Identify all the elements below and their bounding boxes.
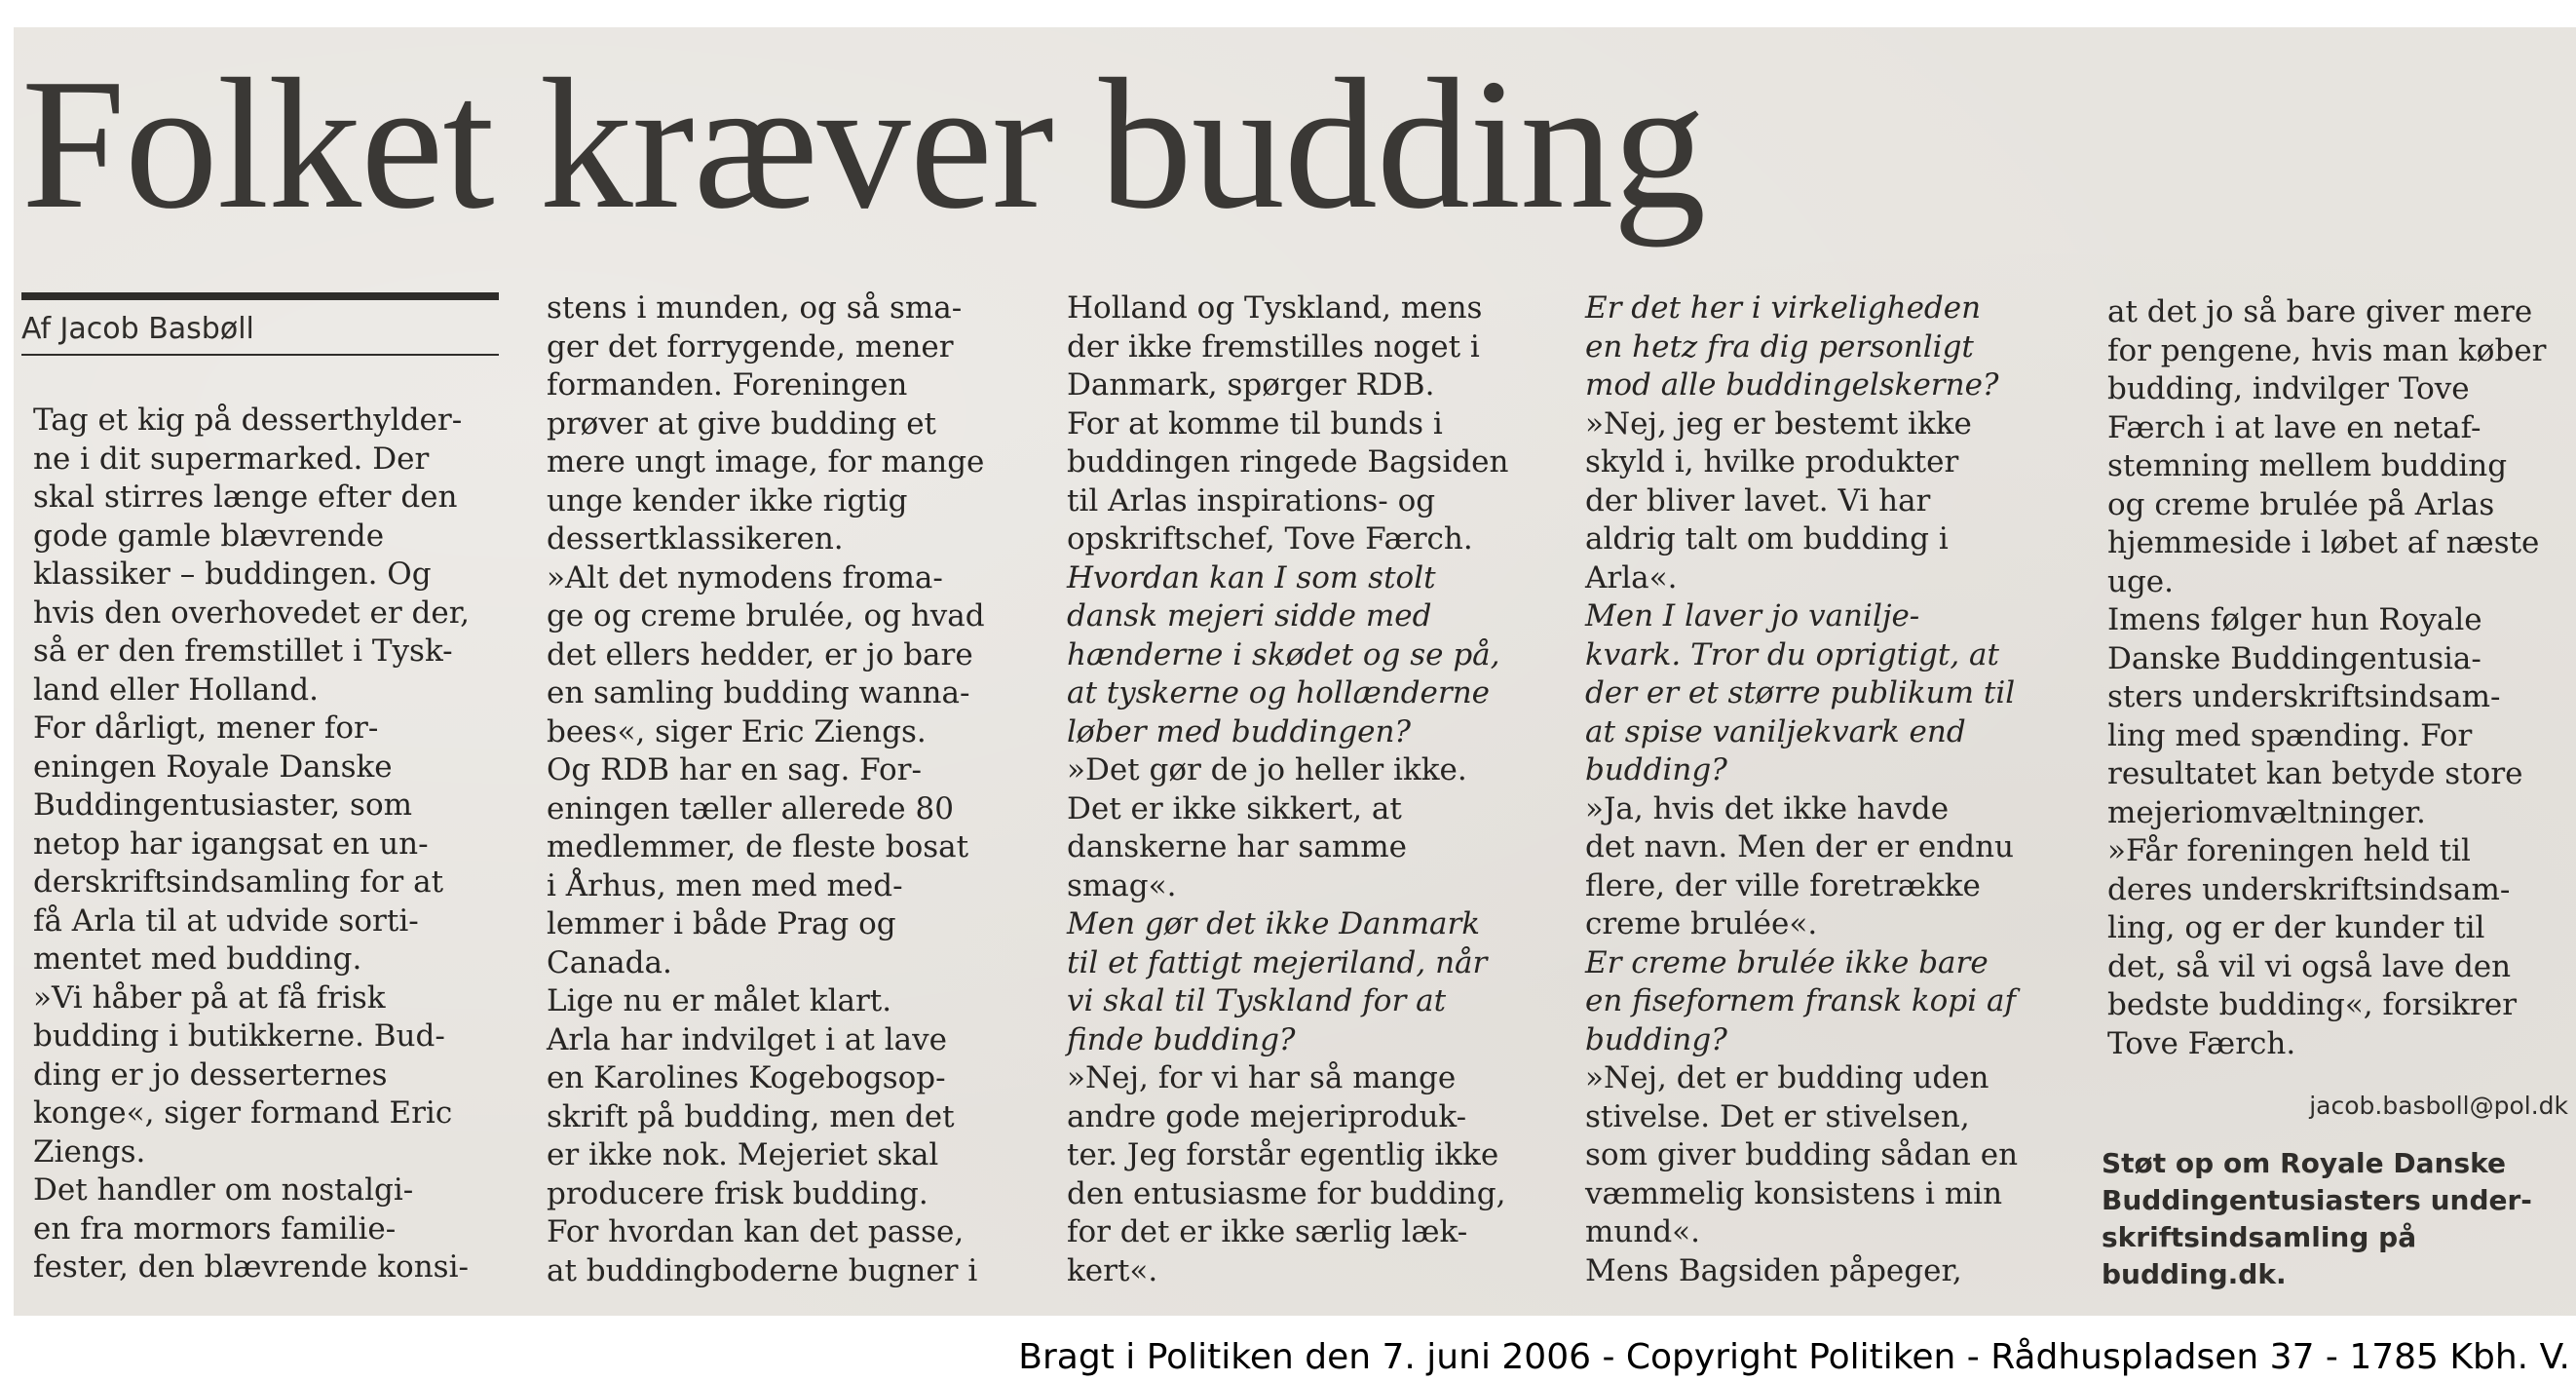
article-column-3 (1067, 289, 1508, 1290)
byline-block (21, 292, 499, 356)
article-line: konge«, siger formand Eric (33, 1095, 453, 1131)
article-line: det ellers hedder, er jo bare (547, 636, 973, 672)
article-line: til Arlas inspirations- og (1067, 482, 1436, 518)
article-line: stemning mellem budding (2107, 448, 2508, 483)
article-column-4 (1585, 289, 2018, 1290)
cta-line: budding.dk. (2102, 1258, 2287, 1290)
article-line: budding? (1585, 752, 1727, 787)
article-line: Er creme brulée ikke bare (1585, 944, 1989, 980)
article-line: klassiker – buddingen. Og (33, 556, 432, 592)
article-line: Er det her i virkeligheden (1585, 290, 1982, 326)
byline-rule-bottom (21, 354, 499, 356)
article-line: Færch i at lave en netaf- (2107, 409, 2481, 445)
article-line: gode gamle blævrende (33, 518, 385, 554)
article-line: ger det forrygende, mener (547, 328, 954, 364)
article-line: Men gør det ikke Danmark (1067, 906, 1481, 941)
article-line: budding, indvilger Tove (2107, 371, 2470, 406)
article-line: mejeriomvæltninger. (2107, 794, 2426, 830)
article-line: opskriftschef, Tove Færch. (1067, 521, 1473, 556)
article-line: derskriftsindsamling for at (33, 864, 444, 900)
article-line: så er den fremstillet i Tysk- (33, 633, 453, 669)
article-line: det navn. Men der er endnu (1585, 829, 2015, 864)
article-line: ling, og er der kunder til (2107, 910, 2485, 945)
article-line: til et fattigt mejeriland, når (1067, 944, 1488, 980)
article-line: Canada. (547, 944, 672, 980)
article-line: for det er ikke særlig læk- (1067, 1214, 1468, 1249)
article-line: Holland og Tyskland, mens (1067, 290, 1483, 326)
article-line: Imens følger hun Royale (2107, 602, 2482, 637)
article-line: stivelse. Det er stivelsen, (1585, 1098, 1970, 1134)
article-line: andre gode mejeriproduk- (1067, 1098, 1467, 1134)
article-line: »Nej, jeg er bestemt ikke (1585, 405, 1972, 441)
article-line: løber med buddingen? (1067, 713, 1412, 749)
article-line: flere, der ville foretrække (1585, 867, 1981, 903)
article-line: aldrig talt om budding i (1585, 521, 1949, 556)
article-line: ling med spænding. For (2107, 717, 2473, 753)
call-to-action (2102, 1145, 2532, 1293)
article-line: hænderne i skødet og se på, (1067, 636, 1500, 672)
author-email: jacob.basboll@pol.dk (2309, 1092, 2568, 1120)
article-line: væmmelig konsistens i min (1585, 1175, 2003, 1211)
article-line: uge. (2107, 563, 2175, 599)
article-line: Det er ikke sikkert, at (1067, 790, 1402, 826)
article-line: finde budding? (1067, 1021, 1296, 1057)
article-line: mere ungt image, for mange (547, 444, 985, 480)
byline-rule-top (21, 292, 499, 300)
article-line: at tyskerne og hollænderne (1067, 675, 1491, 710)
article-line: prøver at give budding et (547, 405, 937, 441)
article-line: en Karolines Kogebogsop- (547, 1060, 946, 1095)
article-line: Ziengs. (33, 1133, 146, 1170)
article-line: unge kender ikke rigtig (547, 482, 908, 518)
article-line: det, så vil vi også lave den (2107, 948, 2512, 984)
article-line: i Århus, men med med- (547, 867, 903, 903)
article-line: resultatet kan betyde store (2107, 756, 2523, 791)
article-line: For dårligt, mener for- (33, 710, 379, 746)
article-line: og creme brulée på Arlas (2107, 486, 2495, 522)
article-line: Men I laver jo vanilje- (1585, 598, 1920, 633)
article-line: for pengene, hvis man køber (2107, 332, 2547, 368)
cta-line: Støt op om Royale Danske (2102, 1147, 2506, 1179)
article-line: ter. Jeg forstår egentlig ikke (1067, 1137, 1499, 1172)
article-line: dansk mejeri sidde med (1067, 598, 1432, 633)
article-line: en samling budding wanna- (547, 675, 970, 710)
article-line: Mens Bagsiden påpeger, (1585, 1252, 1962, 1288)
article-line: Buddingentusiaster, som (33, 787, 412, 823)
article-line: at buddingboderne bugner i (547, 1252, 978, 1288)
article-line: hvis den overhovedet er der, (33, 595, 470, 631)
article-line: medlemmer, de fleste bosat (547, 829, 969, 864)
article-line: Lige nu er målet klart. (547, 983, 892, 1018)
cta-line: Buddingentusiasters under- (2102, 1184, 2532, 1216)
article-line: er ikke nok. Mejeriet skal (547, 1137, 939, 1172)
article-line: For hvordan kan det passe, (547, 1214, 965, 1249)
article-line: få Arla til at udvide sorti- (33, 902, 419, 939)
article-line: deres underskriftsindsam- (2107, 871, 2511, 907)
article-line: producere frisk budding. (547, 1175, 928, 1211)
article-line: en hetz fra dig personligt (1585, 328, 1974, 364)
article-line: dessertklassikeren. (547, 521, 844, 556)
article-line: »Det gør de jo heller ikke. (1067, 752, 1467, 787)
article-line: »Nej, for vi har så mange (1067, 1060, 1457, 1095)
article-line: der ikke fremstilles noget i (1067, 328, 1480, 364)
article-line: lemmer i både Prag og (547, 906, 896, 941)
article-line: Tove Færch. (2107, 1025, 2296, 1061)
article-line: eningen Royale Danske (33, 748, 393, 785)
article-line: stens i munden, og så sma- (547, 290, 963, 326)
article-line: Hvordan kan I som stolt (1067, 559, 1436, 595)
article-line: mund«. (1585, 1214, 1700, 1249)
article-line: buddingen ringede Bagsiden (1067, 444, 1509, 480)
article-line: netop har igangsat en un- (33, 825, 429, 862)
article-line: Danske Buddingentusia- (2107, 640, 2481, 676)
article-line: formanden. Foreningen (547, 367, 908, 403)
article-line: ding er jo desserternes (33, 1056, 388, 1093)
article-line: land eller Holland. (33, 671, 319, 708)
article-line: en fisefornem fransk kopi af (1585, 983, 2016, 1018)
article-line: vi skal til Tyskland for at (1067, 983, 1447, 1018)
article-line: Danmark, spørger RDB. (1067, 367, 1435, 403)
article-column-5 (2107, 293, 2546, 1063)
article-line: skal stirres længe efter den (33, 480, 458, 515)
article-line: budding i butikkerne. Bud- (33, 1018, 445, 1054)
article-line: bees«, siger Eric Ziengs. (547, 713, 927, 749)
article-column-2 (547, 289, 985, 1290)
article-line: fester, den blævrende konsi- (33, 1249, 469, 1285)
article-column-1 (33, 402, 470, 1287)
article-line: at spise vaniljekvark end (1585, 713, 1966, 749)
article-line: skyld i, hvilke produkter (1585, 444, 1959, 480)
headline: Folket kræver budding (21, 40, 1706, 248)
article-line: kert«. (1067, 1252, 1158, 1288)
article-line: mod alle buddingelskerne? (1585, 367, 1999, 403)
article-line: der er et større publikum til (1585, 675, 2016, 710)
article-line: »Ja, hvis det ikke havde (1585, 790, 1950, 826)
article-line: »Får foreningen held til (2107, 833, 2471, 868)
article-line: som giver budding sådan en (1585, 1137, 2019, 1172)
article-line: sters underskriftsindsam- (2107, 679, 2501, 714)
article-line: en fra mormors familie- (33, 1210, 397, 1247)
article-line: For at komme til bunds i (1067, 405, 1443, 441)
article-line: hjemmeside i løbet af næste (2107, 525, 2540, 560)
article-line: ne i dit supermarked. Der (33, 441, 430, 477)
article-line: den entusiasme for budding, (1067, 1175, 1506, 1211)
article-line: smag«. (1067, 867, 1177, 903)
article-line: Arla har indvilget i at lave (547, 1021, 947, 1057)
footer-credit: Bragt i Politiken den 7. juni 2006 - Copyright Politiken - Rådhuspladsen 37 - 1785 Kbh. V. (1018, 1337, 2570, 1377)
article-line: Tag et kig på desserthylder- (33, 403, 463, 438)
article-line: mentet med budding. (33, 941, 362, 977)
article-line: creme brulée«. (1585, 906, 1818, 941)
article-line: ge og creme brulée, og hvad (547, 598, 985, 633)
article-line: »Nej, det er budding uden (1585, 1060, 1989, 1095)
article-line: bedste budding«, forsikrer (2107, 987, 2518, 1022)
byline: Af Jacob Basbøll (21, 312, 254, 346)
article-line: der bliver lavet. Vi har (1585, 482, 1931, 518)
article-line: danskerne har samme (1067, 829, 1407, 864)
article-line: Det handler om nostalgi- (33, 1172, 414, 1208)
article-line: Og RDB har en sag. For- (547, 752, 922, 787)
article-line: at det jo så bare giver mere (2107, 294, 2533, 329)
article-line: »Vi håber på at få frisk (33, 979, 386, 1016)
article-line: budding? (1585, 1021, 1727, 1057)
article-line: eningen tæller allerede 80 (547, 790, 954, 826)
article-line: »Alt det nymodens froma- (547, 559, 943, 595)
cta-line: skriftsindsamling på (2102, 1221, 2417, 1253)
article-line: kvark. Tror du oprigtigt, at (1585, 636, 1999, 672)
article-line: skrift på budding, men det (547, 1098, 955, 1134)
article-line: Arla«. (1585, 559, 1678, 595)
